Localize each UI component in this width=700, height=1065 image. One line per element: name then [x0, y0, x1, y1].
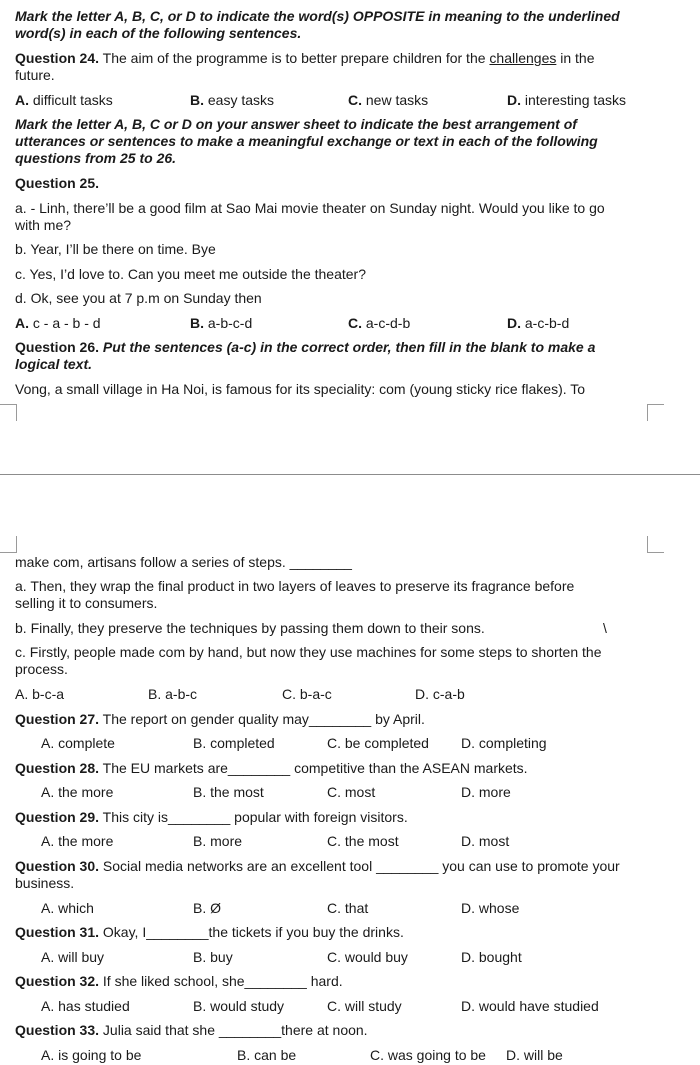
question-33-label: Question 33.: [15, 1022, 100, 1038]
q27-option-c[interactable]: C. be completed: [327, 735, 429, 751]
option-letter: D.: [507, 315, 521, 331]
option-letter: A.: [15, 315, 29, 331]
option-letter: A.: [15, 92, 29, 108]
question-27-label: Question 27.: [15, 711, 100, 727]
question-32-stem: [15, 973, 343, 990]
q28-option-d[interactable]: D. more: [461, 784, 511, 800]
q27-option-a[interactable]: A. complete: [41, 735, 115, 751]
q32-option-c[interactable]: C. will study: [327, 998, 402, 1014]
question-27-text: The report on gender quality may________ by April.: [99, 711, 425, 727]
option-text: easy tasks: [204, 92, 275, 108]
q26-sentence-c-line1: c. Firstly, people made com by hand, but now they use machines for some steps to shorten the: [15, 644, 602, 660]
q27-option-d[interactable]: D. completing: [461, 735, 547, 751]
instruction-arrangement-line3: questions from 25 to 26.: [15, 150, 177, 166]
question-32-text: If she liked school, she________ hard.: [99, 973, 343, 989]
option-text: c - a - b - d: [29, 315, 101, 331]
question-24-text: The aim of the programme is to better prepare children for the: [99, 50, 490, 66]
q29-option-b[interactable]: B. more: [193, 833, 243, 849]
q26-option-b[interactable]: B. a-b-c: [148, 686, 198, 702]
q26-sentence-a-line2: selling it to consumers.: [15, 595, 158, 611]
instruction-arrangement-line2: utterances or sentences to make a meaningful exchange or text in each of the following: [15, 133, 598, 149]
option-letter: C.: [348, 315, 362, 331]
q25-utterance-c: c. Yes, I’d love to. Can you meet me outside the theater?: [15, 266, 366, 282]
instruction-opposite-line2: word(s) in each of the following sentences.: [15, 25, 302, 41]
q25-utterance-a-line1: a. - Linh, there’ll be a good film at Sao Mai movie theater on Sunday night. Would you like to go: [15, 200, 605, 216]
q31-option-d[interactable]: D. bought: [461, 949, 522, 965]
option-letter: B.: [190, 315, 204, 331]
question-26-stem: [15, 339, 595, 356]
q29-option-a[interactable]: A. the more: [41, 833, 114, 849]
q25-option-b[interactable]: [190, 315, 252, 332]
q33-option-c[interactable]: C. was going to be: [370, 1047, 486, 1063]
question-24-label: Question 24.: [15, 50, 100, 66]
q24-option-a[interactable]: [15, 92, 113, 109]
question-31-label: Question 31.: [15, 924, 100, 940]
question-33-text: Julia said that she ________there at noon.: [99, 1022, 368, 1038]
q26-sentence-c-line2: process.: [15, 661, 68, 677]
q29-option-d[interactable]: D. most: [461, 833, 510, 849]
option-text: a-c-d-b: [362, 315, 411, 331]
question-33-stem: [15, 1022, 368, 1039]
option-text: a-b-c-d: [204, 315, 253, 331]
option-text: interesting tasks: [521, 92, 627, 108]
q30-option-a[interactable]: A. which: [41, 900, 94, 916]
option-text: new tasks: [362, 92, 429, 108]
option-letter: C.: [348, 92, 362, 108]
question-26-label: Question 26.: [15, 339, 100, 355]
question-28-label: Question 28.: [15, 760, 100, 776]
q26-passage-line2: make com, artisans follow a series of steps. ________: [15, 554, 352, 570]
q26-option-a[interactable]: A. b-c-a: [15, 686, 65, 702]
question-30-label: Question 30.: [15, 858, 100, 874]
page-break-divider: [0, 474, 700, 475]
q24-option-d[interactable]: [507, 92, 626, 109]
q25-option-a[interactable]: [15, 315, 101, 332]
q31-option-a[interactable]: A. will buy: [41, 949, 105, 965]
question-29-stem: [15, 809, 408, 826]
q27-option-b[interactable]: B. completed: [193, 735, 275, 751]
question-30-stem-line2: business.: [15, 875, 75, 891]
q32-option-d[interactable]: D. would have studied: [461, 998, 599, 1014]
q25-utterance-d: d. Ok, see you at 7 p.m on Sunday then: [15, 290, 262, 306]
option-letter: D.: [507, 92, 521, 108]
q31-option-c[interactable]: C. would buy: [327, 949, 408, 965]
q32-option-a[interactable]: A. has studied: [41, 998, 130, 1014]
question-29-label: Question 29.: [15, 809, 100, 825]
q26-passage-line1: Vong, a small village in Ha Noi, is famous for its speciality: com (young sticky rice flakes). To: [15, 381, 586, 397]
question-24-stem: [15, 50, 595, 67]
q26-sentence-a-line1: a. Then, they wrap the final product in two layers of leaves to preserve its fragrance before: [15, 578, 575, 594]
question-28-stem: [15, 760, 528, 777]
q24-option-c[interactable]: [348, 92, 428, 109]
question-31-stem: [15, 924, 404, 941]
q30-option-d[interactable]: D. whose: [461, 900, 520, 916]
q28-option-b[interactable]: B. the most: [193, 784, 264, 800]
q25-utterance-b: b. Year, I’ll be there on time. Bye: [15, 241, 216, 257]
question-27-stem: [15, 711, 425, 728]
question-28-text: The EU markets are________ competitive than the ASEAN markets.: [99, 760, 528, 776]
question-29-text: This city is________ popular with foreign visitors.: [99, 809, 408, 825]
stray-mark: \: [603, 620, 607, 636]
q28-option-c[interactable]: C. most: [327, 784, 376, 800]
question-31-text: Okay, I________the tickets if you buy the drinks.: [99, 924, 404, 940]
q33-option-b[interactable]: B. can be: [237, 1047, 297, 1063]
option-text: a-c-b-d: [521, 315, 570, 331]
q26-sentence-b: b. Finally, they preserve the techniques by passing them down to their sons.: [15, 620, 485, 636]
q26-option-c[interactable]: C. b-a-c: [282, 686, 332, 702]
q25-utterance-a-line2: with me?: [15, 217, 72, 233]
option-letter: B.: [190, 92, 204, 108]
q33-option-d[interactable]: D. will be: [506, 1047, 563, 1063]
q33-option-a[interactable]: A. is going to be: [41, 1047, 142, 1063]
instruction-opposite-line1: Mark the letter A, B, C, or D to indicate the word(s) OPPOSITE in meaning to the underlined: [15, 8, 620, 24]
q26-option-d[interactable]: D. c-a-b: [415, 686, 465, 702]
page-corner-mark: [0, 536, 17, 553]
q32-option-b[interactable]: B. would study: [193, 998, 285, 1014]
question-30-text: Social media networks are an excellent tool ________ you can use to promote your: [99, 858, 620, 874]
question-24-stem-line2: future.: [15, 67, 55, 83]
q29-option-c[interactable]: C. the most: [327, 833, 399, 849]
question-32-label: Question 32.: [15, 973, 100, 989]
underlined-word: challenges: [489, 50, 557, 66]
q24-option-b[interactable]: [190, 92, 274, 109]
option-text: difficult tasks: [29, 92, 113, 108]
question-26-instruction: Put the sentences (a-c) in the correct order, then fill in the blank to make a: [99, 339, 596, 355]
instruction-arrangement-line1: Mark the letter A, B, C or D on your answer sheet to indicate the best arrangement of: [15, 116, 577, 132]
q30-option-c[interactable]: C. that: [327, 900, 369, 916]
question-24-text-end: in the: [556, 50, 595, 66]
question-26-instruction-line2: logical text.: [15, 356, 93, 372]
q25-option-c[interactable]: [348, 315, 410, 332]
q31-option-b[interactable]: B. buy: [193, 949, 233, 965]
page-corner-mark: [0, 404, 17, 421]
q25-option-d[interactable]: [507, 315, 569, 332]
question-30-stem: [15, 858, 620, 875]
page-corner-mark: [647, 404, 664, 421]
q30-option-b[interactable]: B. Ø: [193, 900, 222, 916]
q28-option-a[interactable]: A. the more: [41, 784, 114, 800]
question-25-label: Question 25.: [15, 175, 100, 191]
page-corner-mark: [647, 536, 664, 553]
